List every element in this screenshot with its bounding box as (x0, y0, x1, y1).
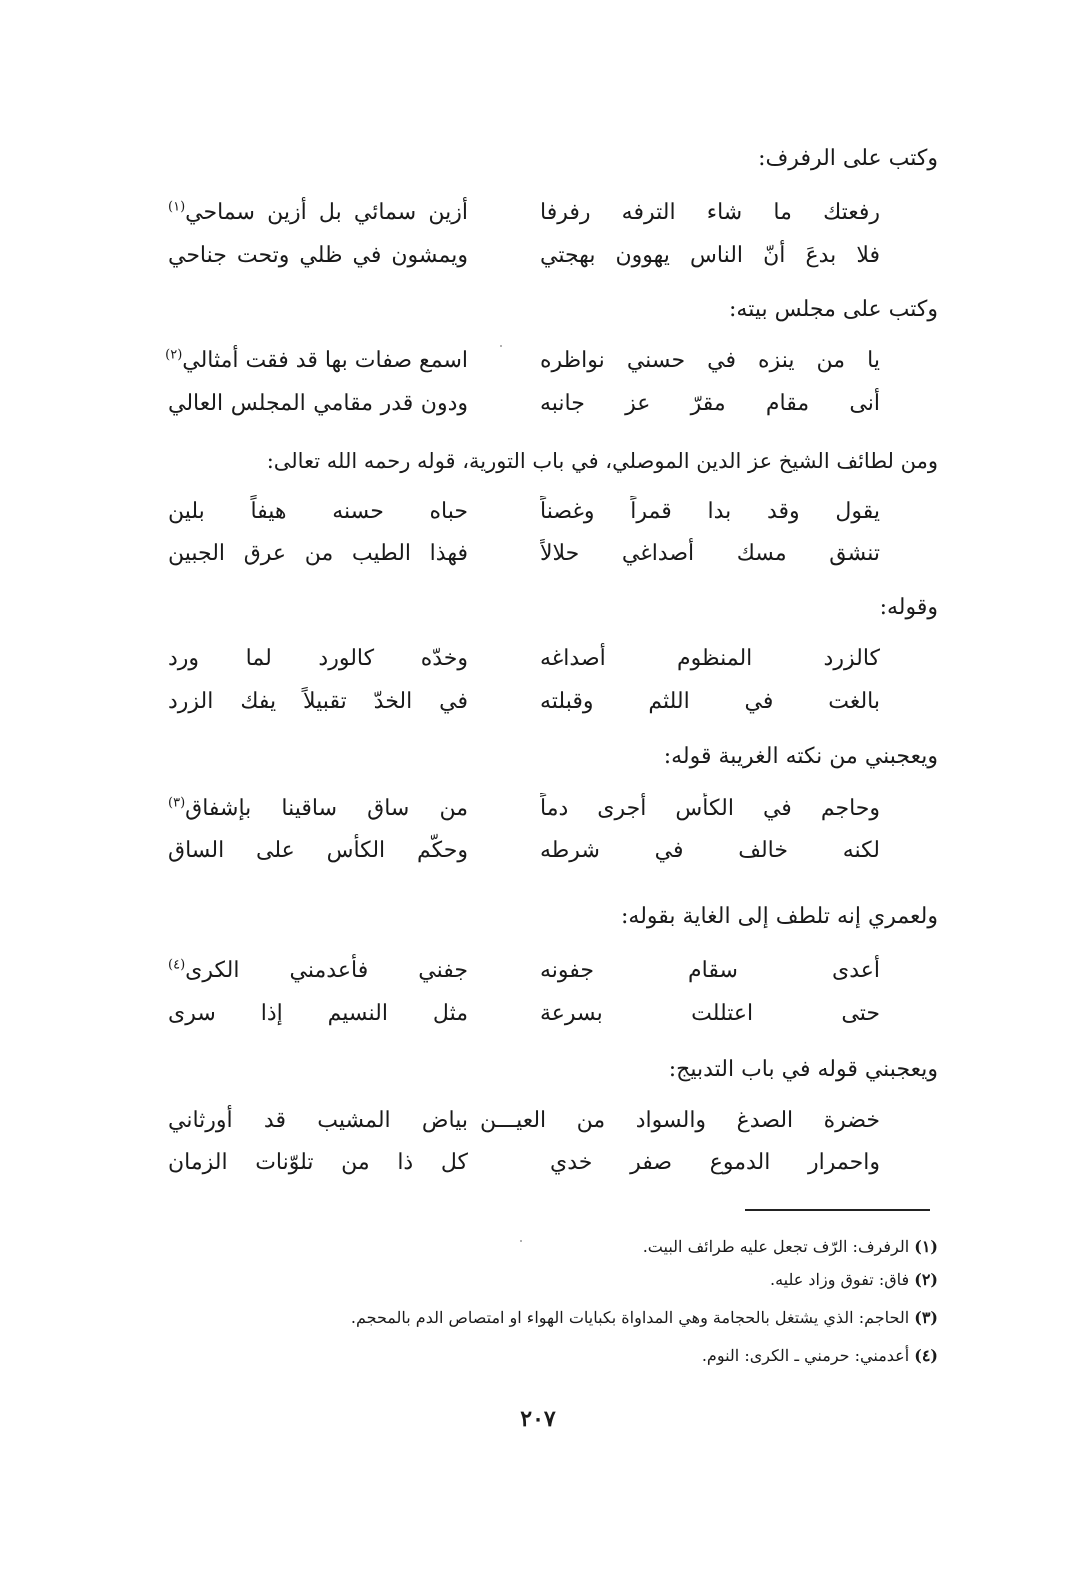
scan-speck (500, 345, 502, 347)
footnote-text: أعدمني: حرمني ـ الكرى: النوم. (701, 1346, 910, 1365)
verse-second-hemistich (168, 793, 468, 825)
verse-first-hemistich: حتى اعتللت بسرعة (540, 1001, 880, 1026)
scan-speck (520, 1240, 522, 1242)
verse-second-hemistich: كل ذا من تلوّنات الزمان (168, 1150, 468, 1175)
verse-second-hemistich: وخدّه كالورد لما ورد (168, 646, 468, 671)
verse-first-hemistich: خضرة الصدغ والسواد من العيـــن (480, 1108, 880, 1133)
section-heading: وكتب على مجلس بيته: (729, 297, 938, 322)
footnote-marker: (٤) (168, 957, 186, 973)
hemistich-text: جفني فأعدمني الكرى (185, 958, 468, 983)
footnote-number: (١) (914, 1237, 938, 1256)
verse-line (168, 686, 880, 718)
page-number: ٢٠٧ (520, 1406, 556, 1432)
verse-first-hemistich: بالغت في اللثم وقبلته (540, 689, 880, 714)
verse-first-hemistich: فلا بدعَ أنّ الناس يهوون بهجتي (540, 243, 880, 268)
verse-second-hemistich: مثل النسيم إذا سرى (168, 1001, 468, 1026)
verse-second-hemistich: ودون قدر مقامي المجلس العالي (168, 391, 468, 416)
footnote-number: (٤) (914, 1346, 938, 1365)
footnote-text: الرفرف: الرّف تجعل عليه طرائف البيت. (642, 1237, 910, 1256)
verse-second-hemistich: بياض المشيب قد أورثاني (168, 1108, 468, 1133)
verse-first-hemistich: رفعتك ما شاء الترفه رفرفا (540, 200, 880, 225)
verse-line (168, 998, 880, 1030)
verse-first-hemistich: وحاجم في الكأس أجرى دماً (540, 796, 880, 821)
footnote-number: (٣) (914, 1308, 938, 1327)
verse-first-hemistich: تنشق مسك أصداغي حلالاً (540, 541, 880, 566)
footnote-marker: (١) (168, 199, 186, 215)
hemistich-text: اسمع صفات بها قد فقت أمثالي (182, 348, 468, 373)
verse-second-hemistich (168, 955, 468, 987)
section-heading: ويعجبني من نكته الغريبة قوله: (663, 744, 938, 769)
verse-line (168, 496, 880, 528)
verse-first-hemistich: أعدى سقام جفونه (540, 958, 880, 983)
section-heading: وقوله: (879, 595, 938, 620)
section-heading: ومن لطائف الشيخ عز الدين الموصلي، في باب التورية، قوله رحمه الله تعالى: (266, 449, 938, 473)
footnote-separator (745, 1209, 930, 1211)
verse-first-hemistich: واحمرار الدموع صفر خدي (550, 1150, 880, 1175)
hemistich-text: أزين سمائي بل أزين سماحي (185, 200, 468, 225)
verse-second-hemistich: وحكّم الكأس على الساق (168, 838, 468, 863)
verse-line (168, 538, 880, 570)
verse-line (168, 1147, 880, 1179)
verse-line (168, 793, 880, 825)
verse-line (168, 643, 880, 675)
verse-line (168, 1105, 880, 1137)
verse-second-hemistich: ويمشون في ظلي وتحت جناحي (168, 243, 468, 268)
verse-first-hemistich: يقول وقد بدا قمراً وغصناً (540, 499, 880, 524)
footnote-marker: (٢) (165, 347, 183, 363)
section-heading: وكتب على الرفرف: (758, 146, 938, 171)
verse-line (168, 835, 880, 867)
footnote (148, 1235, 938, 1259)
verse-first-hemistich: كالزرد المنظوم أصداغه (540, 646, 880, 671)
verse-line (168, 240, 880, 272)
verse-line (168, 955, 880, 987)
verse-second-hemistich (165, 345, 468, 377)
verse-first-hemistich: يا من ينزه في حسني نواظره (540, 348, 880, 373)
verse-first-hemistich: أنى مقام مقرّ عز جانبه (540, 391, 880, 416)
hemistich-text: من ساق ساقينا بإشفاق (185, 796, 468, 821)
footnote-number: (٢) (914, 1270, 938, 1289)
verse-line (165, 345, 880, 377)
section-heading: ولعمري إنه تلطف إلى الغاية بقوله: (621, 904, 938, 929)
footnote (148, 1268, 938, 1292)
section-heading: ويعجبني قوله في باب التدبيج: (668, 1057, 938, 1082)
verse-second-hemistich: في الخدّ تقبيلاً يفك الزرد (168, 689, 468, 714)
verse-second-hemistich: فهذا الطيب من عرق الجبين (168, 541, 468, 566)
verse-line (168, 197, 880, 229)
verse-second-hemistich: حباه حسنه هيفاً بلين (168, 499, 468, 524)
footnote-marker: (٣) (168, 795, 186, 811)
footnote (148, 1344, 938, 1368)
verse-second-hemistich (168, 197, 468, 229)
footnote (148, 1306, 938, 1330)
verse-first-hemistich: لكنه خالف في شرطه (540, 838, 880, 863)
footnote-text: فاق: تفوق وزاد عليه. (769, 1270, 910, 1289)
verse-line (168, 388, 880, 420)
footnote-text: الحاجم: الذي يشتغل بالحجامة وهي المداواة بكبايات الهواء او امتصاص الدم بالمحجم. (350, 1308, 910, 1327)
